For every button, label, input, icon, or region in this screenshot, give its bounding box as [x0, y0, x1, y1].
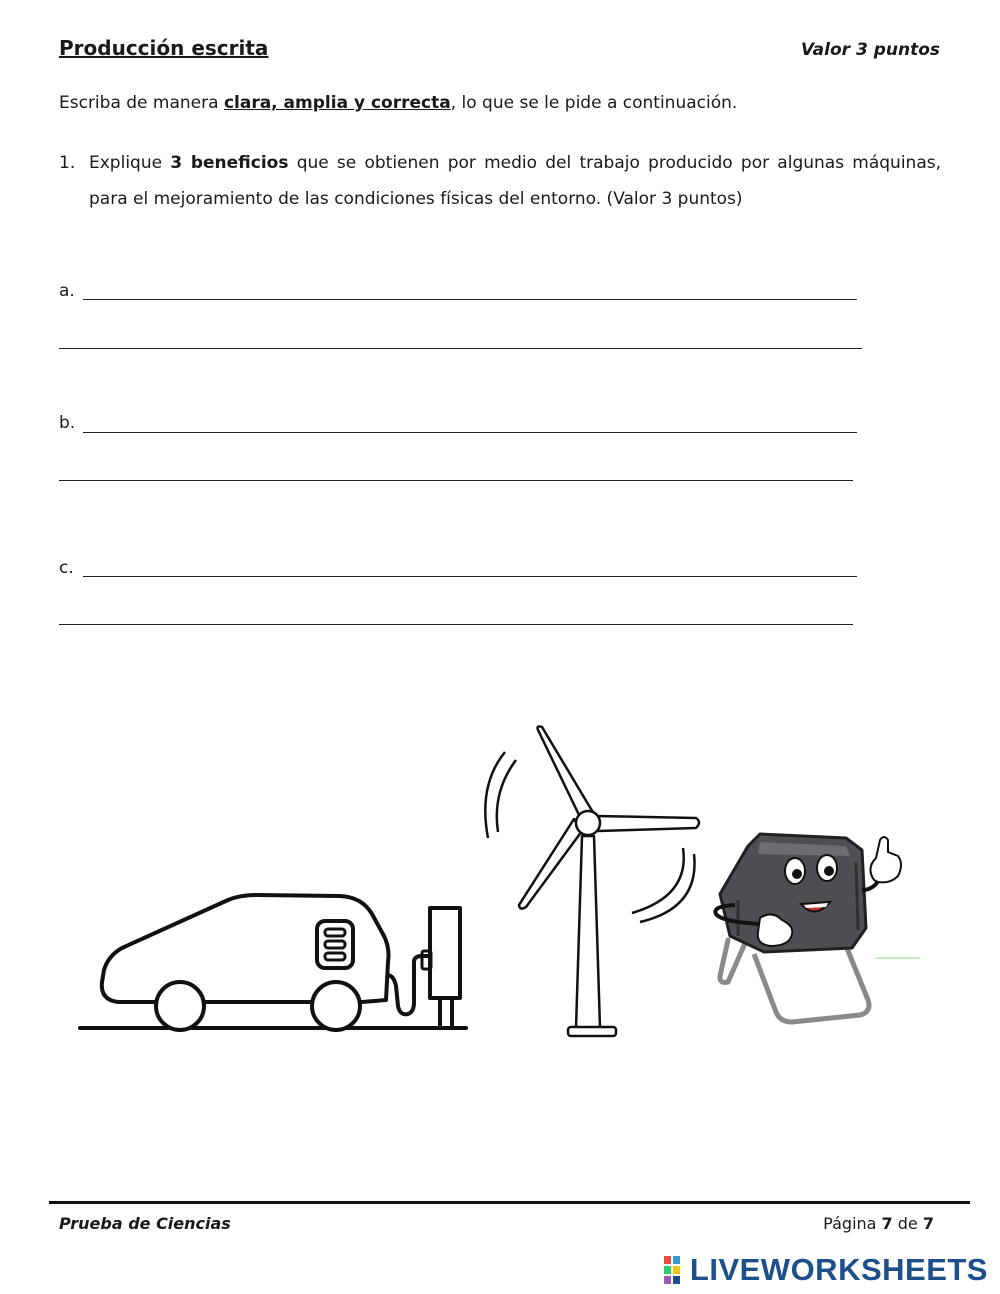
liveworksheets-logo-text: LIVEWORKSHEETS — [689, 1252, 988, 1287]
answer-c-line-1[interactable] — [83, 576, 857, 577]
instructions — [59, 93, 737, 113]
instructions-before: Escriba de manera — [59, 93, 224, 113]
answer-b-line-2[interactable] — [59, 480, 853, 481]
question-text-after: que se obtienen por medio del trabajo producido por algunas máquinas, para el mejoramiento de las condiciones físicas del entorno. (Valor 3 puntos) — [89, 153, 941, 209]
page-of: de — [892, 1214, 923, 1233]
answer-c-line-2[interactable] — [59, 624, 853, 625]
page-total: 7 — [922, 1214, 934, 1233]
question-text — [89, 145, 941, 217]
question-text-before: Explique — [89, 153, 171, 173]
question-1 — [59, 145, 941, 217]
answer-a-line-2[interactable] — [59, 348, 862, 349]
illustration-scene — [0, 700, 1000, 1060]
answer-c-letter: c. — [59, 558, 74, 578]
section-title: Producción escrita — [59, 36, 269, 60]
answer-a-letter: a. — [59, 281, 75, 301]
question-number: 1. — [59, 153, 76, 173]
question-text-bold: 3 beneficios — [170, 153, 289, 173]
footer-test-name: Prueba de Ciencias — [59, 1214, 231, 1233]
composter-mascot-icon — [715, 834, 920, 1022]
page-current: 7 — [881, 1214, 893, 1233]
page-label: Página — [823, 1214, 882, 1233]
instructions-after: , lo que se le pide a continuación. — [450, 93, 738, 113]
footer-page-number — [823, 1214, 934, 1233]
liveworksheets-logo[interactable] — [664, 1250, 988, 1290]
footer-rule — [49, 1201, 970, 1204]
liveworksheets-logo-icon — [664, 1256, 690, 1284]
answer-b-letter: b. — [59, 413, 76, 433]
answer-b-line-1[interactable] — [83, 432, 857, 433]
section-value: Valor 3 puntos — [800, 40, 940, 60]
wind-turbine-icon — [485, 726, 699, 1036]
instructions-emphasis: clara, amplia y correcta — [223, 93, 451, 113]
electric-car-icon — [80, 895, 466, 1030]
answer-a-line-1[interactable] — [83, 299, 857, 300]
